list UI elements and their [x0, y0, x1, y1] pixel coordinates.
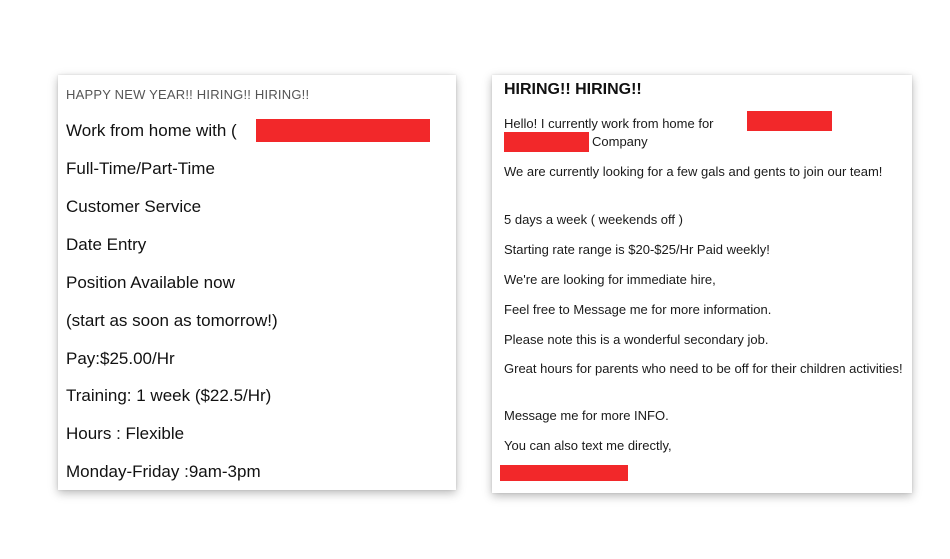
left-post-line: Hours : Flexible — [66, 424, 185, 443]
left-post-line: Customer Service — [66, 197, 202, 216]
right-post-intro: Hello! I currently work from home for — [504, 116, 714, 131]
left-post-line: Date Entry — [66, 235, 147, 254]
right-post-line: We're are looking for immediate hire, — [504, 272, 716, 287]
right-post-line: We are currently looking for a few gals and gents to join our team! — [504, 164, 883, 179]
right-post-line: Message me for more INFO. — [504, 408, 669, 423]
left-post-line: Full-Time/Part-Time — [66, 159, 215, 178]
redaction-bar-employer-right — [747, 111, 832, 131]
right-post-company-label: Company — [592, 134, 648, 149]
left-post-line: Training: 1 week ($22.5/Hr) — [66, 386, 272, 405]
left-post-card — [58, 75, 456, 490]
right-post-line: Please note this is a wonderful secondary job. — [504, 332, 769, 347]
right-post-line: You can also text me directly, — [504, 438, 672, 453]
redaction-bar-company-left — [256, 119, 430, 142]
left-post-line: (start as soon as tomorrow!) — [66, 311, 278, 330]
right-post-line: Starting rate range is $20-$25/Hr Paid weekly! — [504, 242, 770, 257]
right-post-heading: HIRING!! HIRING!! — [504, 81, 642, 98]
work-from-home-prefix: Work from home with ( — [66, 121, 237, 140]
left-post-line: Monday-Friday :9am-3pm — [66, 462, 261, 481]
left-post-heading: HAPPY NEW YEAR!! HIRING!! HIRING!! — [66, 87, 310, 102]
redaction-bar-employer-right-2 — [504, 132, 589, 152]
right-post-line: Great hours for parents who need to be off for their children activities! — [504, 361, 903, 376]
right-post-line: Feel free to Message me for more information. — [504, 302, 772, 317]
right-post-line: 5 days a week ( weekends off ) — [504, 212, 683, 227]
left-post-line: Position Available now — [66, 273, 235, 292]
redaction-bar-phone — [500, 465, 628, 481]
left-post-line: Pay:$25.00/Hr — [66, 349, 175, 368]
right-post-card — [492, 75, 912, 493]
